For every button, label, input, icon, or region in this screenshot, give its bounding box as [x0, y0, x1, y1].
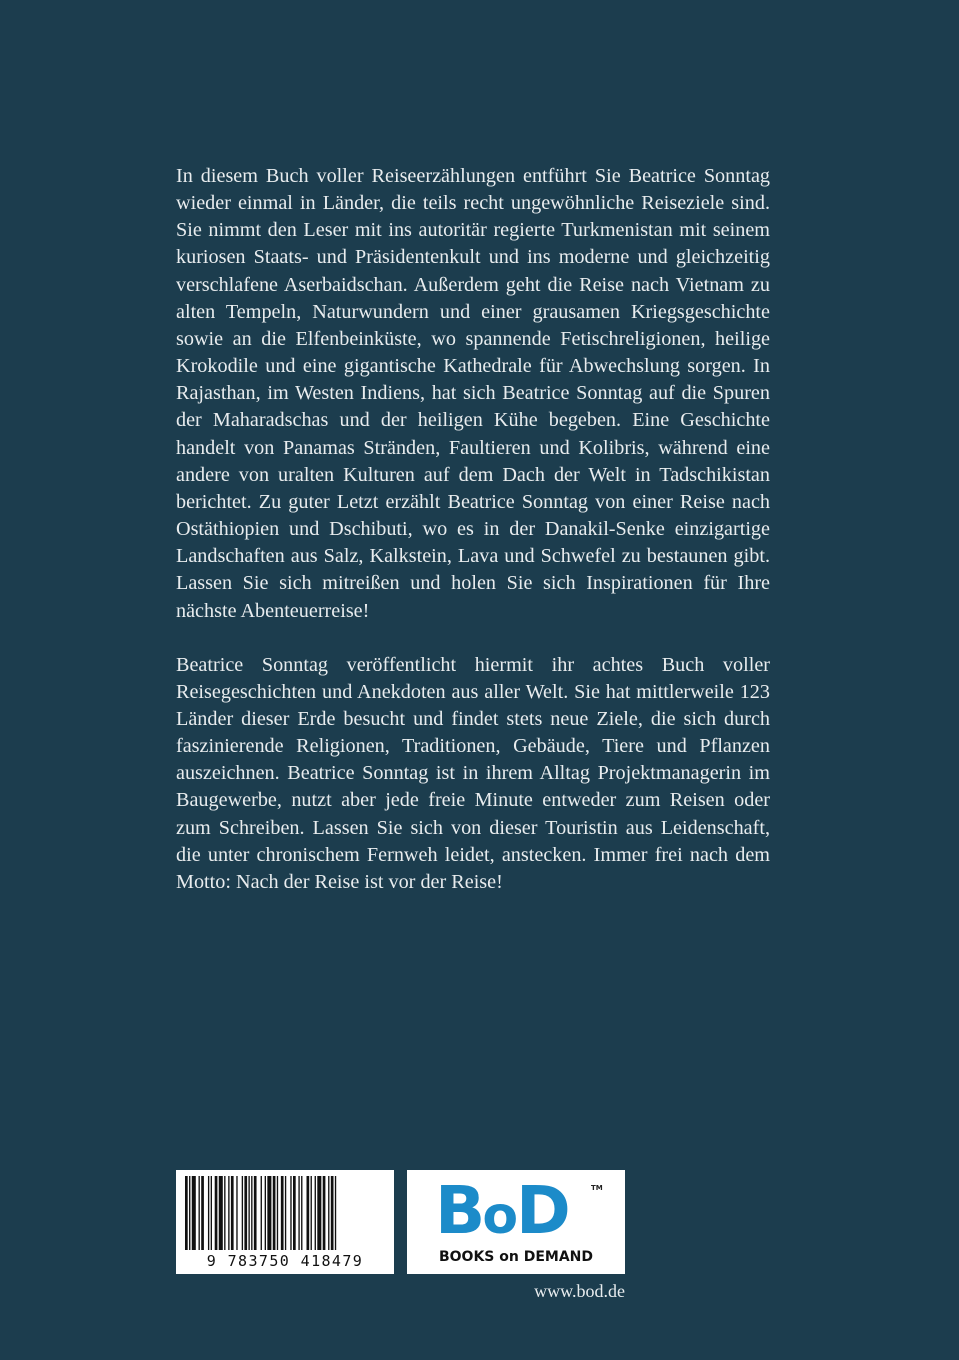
- barcode-bar: [265, 1176, 266, 1250]
- bod-logo-b: B: [435, 1172, 483, 1249]
- barcode-bar: [277, 1176, 278, 1250]
- author-bio-paragraph: Beatrice Sonntag veröffentlicht hiermit ihr achtes Buch voller Reisegeschichten und Anekdoten aus aller Welt. Sie hat mittlerweile 123 Länder dieser Erde besucht und findet stets neue Ziele, die sich durch faszinierende Religionen, Traditionen, Gebäude, Tiere und Pflanzen auszeichnen. Beatrice Sonntag ist in ihrem Alltag Projektmanagerin im Baugewerbe, nutzt aber jede freie Minute entweder zum Reisen oder zum Schreiben. Lassen Sie sich von dieser Touristin aus Leidenschaft, die unter chronischem Fernweh leidet, anstecken. Immer frei nach dem Motto: Nach der Reise ist vor der Reise!: [176, 653, 770, 893]
- barcode-bar: [298, 1176, 299, 1250]
- bod-tagline: BOOKS on DEMAND: [438, 1249, 594, 1265]
- barcode-bar: [208, 1176, 209, 1250]
- barcode-bar: [211, 1176, 212, 1250]
- barcode-bar: [192, 1176, 196, 1250]
- barcode-bar: [323, 1176, 326, 1250]
- bod-logo-d: D: [516, 1172, 568, 1249]
- barcode-bar: [307, 1176, 310, 1250]
- barcode-bar: [242, 1176, 243, 1250]
- barcode-bar: [228, 1176, 229, 1250]
- barcode-bar: [301, 1176, 302, 1250]
- barcode-bar: [254, 1176, 257, 1250]
- barcode-bar: [328, 1176, 329, 1250]
- isbn-barcode: [176, 1170, 394, 1274]
- barcode-bar: [293, 1176, 296, 1250]
- barcode-bar: [273, 1176, 276, 1250]
- barcode-bar: [201, 1176, 204, 1250]
- trademark-mark: TM: [591, 1184, 603, 1192]
- barcode-bar: [290, 1176, 291, 1250]
- publisher-url: www.bod.de: [534, 1281, 625, 1301]
- barcode-bar: [331, 1176, 334, 1250]
- barcode-bar: [285, 1176, 286, 1250]
- barcode-bar: [199, 1176, 200, 1250]
- barcode-bar: [315, 1176, 316, 1250]
- barcode-bar: [267, 1176, 271, 1250]
- barcode-bar: [251, 1176, 252, 1250]
- barcode-bar: [224, 1176, 225, 1250]
- isbn-number: 9 783750 418479: [206, 1252, 364, 1270]
- barcode-bar: [248, 1176, 249, 1250]
- bod-logo-box: [407, 1170, 625, 1274]
- barcode-bars: [176, 1170, 394, 1252]
- bod-logo-o: o: [482, 1186, 517, 1246]
- barcode-bar: [236, 1176, 237, 1250]
- barcode-bar: [261, 1176, 262, 1250]
- barcode-bar: [215, 1176, 218, 1250]
- barcode-bar: [311, 1176, 312, 1250]
- barcode-bar: [281, 1176, 284, 1250]
- barcode-bar: [189, 1176, 190, 1250]
- barcode-bar: [185, 1176, 188, 1250]
- description-paragraph: In diesem Buch voller Reiseerzählungen entführt Sie Beatrice Sonntag wieder einmal in Länder, die teils recht ungewöhnliche Reiseziele sind. Sie nimmt den Leser mit ins autoritär regierte Turkmenistan mit seinem kuriosen Staats- und Präsidentenkult und ins moderne und gleichzeitig verschlafene Aserbaidschan. Außerdem geht die Reise nach Vietnam zu alten Tempeln, Naturwundern und einer grausamen Kriegsgeschichte sowie an die Elfenbeinküste, wo spannende Fetischreligionen, heilige Krokodile und eine gigantische Kathedrale für Abwechslung sorgen. In Rajasthan, im Westen Indiens, hat sich Beatrice Sonntag auf die Spuren der Maharadschas und der heiligen Kühe begeben. Eine Geschichte handelt von Panamas Stränden, Faultieren und Kolibris, während eine andere von uralten Kulturen auf dem Dach der Welt in Tadschikistan berichtet. Zu guter Letzt erzählt Beatrice Sonntag von einer Reise nach Ostäthiopien und Dschibuti, wo es in der Danakil-Senke einzigartige Landschaften aus Salz, Kalkstein, Lava und Schwefel zu bestaunen gibt. Lassen Sie sich mitreißen und holen Sie sich Inspirationen für Ihre nächste Abenteuerreise!: [176, 165, 770, 622]
- barcode-bar: [244, 1176, 247, 1250]
- barcode-bar: [317, 1176, 321, 1250]
- barcode-bar: [335, 1176, 336, 1250]
- back-cover-blurb: [176, 163, 770, 896]
- bod-logo: [435, 1172, 568, 1251]
- barcode-bar: [231, 1176, 234, 1250]
- barcode-bar: [219, 1176, 223, 1250]
